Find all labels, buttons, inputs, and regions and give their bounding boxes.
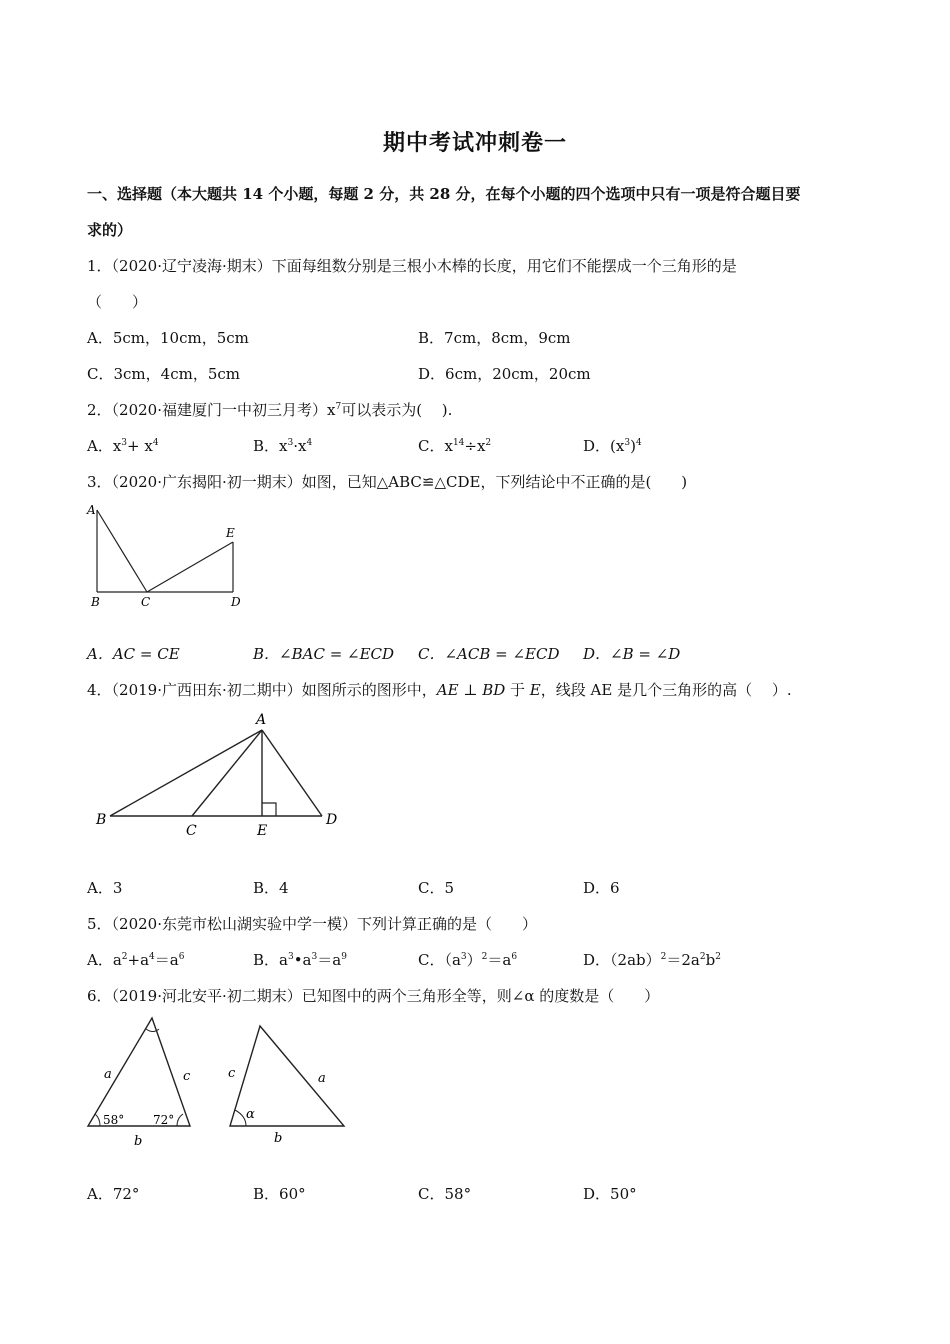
- q3-label-c: C: [141, 595, 151, 609]
- q3-option-b: B．∠BAC = ∠ECD: [253, 645, 395, 663]
- q6-option-d: D．50°: [583, 1185, 637, 1203]
- q1-option-c: C．3cm，4cm，5cm: [87, 365, 240, 383]
- q4-option-b: B．4: [253, 879, 289, 897]
- q3-segment-ac: [97, 510, 147, 592]
- q4-label-c: C: [186, 823, 197, 839]
- q4-triangle-figure: [92, 708, 352, 843]
- q1-stem: 1．（2020·辽宁凌海·期末）下面每组数分别是三根小木棒的长度，用它们不能摆成一个三角形的是: [87, 257, 737, 275]
- q1-option-a: A．5cm，10cm，5cm: [87, 329, 249, 347]
- q2-option-b: B．$x^3\cdot x^4$: [253, 437, 313, 455]
- q6-left-base-angle-arc: [95, 1114, 100, 1126]
- q3-label-a: A: [87, 503, 96, 517]
- q3-option-c: C．∠ACB = ∠ECD: [418, 645, 560, 663]
- q6-left-angle-58: 58°: [103, 1113, 125, 1127]
- q4-label-a: A: [256, 712, 267, 728]
- q5-option-d: D．$(2ab)^2=2a^2b^2$: [583, 951, 721, 969]
- q1-option-d: D．6cm，20cm，20cm: [418, 365, 591, 383]
- q1-option-b: B．7cm，8cm，9cm: [418, 329, 571, 347]
- q4-label-b: B: [96, 812, 107, 828]
- q6-option-c: C．58°: [418, 1185, 472, 1203]
- q6-option-b: B．60°: [253, 1185, 306, 1203]
- q2-option-c: C．$x^{14}\div x^2$: [418, 437, 492, 455]
- q1-answer-paren: （ ）: [87, 293, 148, 311]
- q3-label-b: B: [91, 595, 100, 609]
- q3-triangle-figure: [85, 500, 255, 615]
- q2-option-d: D．$(x^3)^4$: [583, 437, 642, 455]
- q3-option-a: A．AC = CE: [87, 645, 180, 663]
- q3-label-d: D: [231, 595, 241, 609]
- q6-stem: 6．（2019·河北安平·初二期末）已知图中的两个三角形全等，则∠α 的度数是（ ）: [87, 987, 660, 1005]
- q6-right-base-angle-arc: [177, 1114, 183, 1126]
- q3-stem: 3．（2020·广东揭阳·初一期末）如图，已知△ABC≌△CDE，下列结论中不正确的是( ): [87, 473, 688, 491]
- q6-alpha-angle-arc: [235, 1110, 246, 1126]
- q5-option-a: A．$a^2+a^4=a^6$: [87, 951, 185, 969]
- q6-right-side-a: a: [318, 1071, 326, 1086]
- q5-option-c: C．$(a^3)^2=a^6$: [418, 951, 518, 969]
- q4-label-d: D: [326, 812, 338, 828]
- q4-right-angle-mark: [262, 803, 276, 816]
- q6-right-side-c: c: [228, 1066, 236, 1081]
- section-heading-line-2: 求的）: [87, 221, 133, 239]
- q3-label-e: E: [226, 526, 235, 540]
- q5-option-b: B．$a^3•a^3=a^9$: [253, 951, 347, 969]
- q5-stem: 5．（2020·东莞市松山湖实验中学一模）下列计算正确的是（ ）: [87, 915, 537, 933]
- section-heading-line-1: 一、选择题（本大题共 14 个小题，每题 2 分，共 28 分，在每个小题的四个选项中只有一项是符合题目要: [87, 185, 801, 203]
- q6-option-a: A．72°: [87, 1185, 140, 1203]
- q4-segment-ac: [192, 730, 262, 816]
- q4-segment-ab: [110, 730, 262, 816]
- q6-left-side-a: a: [104, 1067, 112, 1082]
- q6-left-side-b: b: [134, 1134, 143, 1149]
- q6-left-side-c: c: [183, 1069, 191, 1084]
- q6-right-triangle-figure: [222, 1020, 352, 1150]
- q4-label-e: E: [257, 823, 268, 839]
- q6-left-triangle-figure: [80, 1012, 200, 1152]
- q6-right-side-b: b: [274, 1131, 283, 1146]
- q4-option-a: A．3: [87, 879, 123, 897]
- q4-stem: 4．（2019·广西田东·初二期中）如图所示的图形中，AE ⊥ BD 于 E，线段 AE 是几个三角形的高（ ）.: [87, 681, 792, 699]
- q2-stem: 2．（2020·福建厦门一中初三月考）$x^7$可以表示为( ).: [87, 401, 453, 419]
- q6-left-angle-72: 72°: [153, 1113, 175, 1127]
- q3-segment-ce: [147, 542, 233, 592]
- q6-alpha-label: α: [246, 1107, 255, 1122]
- q4-option-d: D．6: [583, 879, 620, 897]
- q3-option-d: D．∠B = ∠D: [583, 645, 681, 663]
- page-title: 期中考试冲刺卷一: [382, 130, 567, 156]
- q2-option-a: A．$x^3+ x^4$: [87, 437, 159, 455]
- q4-option-c: C．5: [418, 879, 455, 897]
